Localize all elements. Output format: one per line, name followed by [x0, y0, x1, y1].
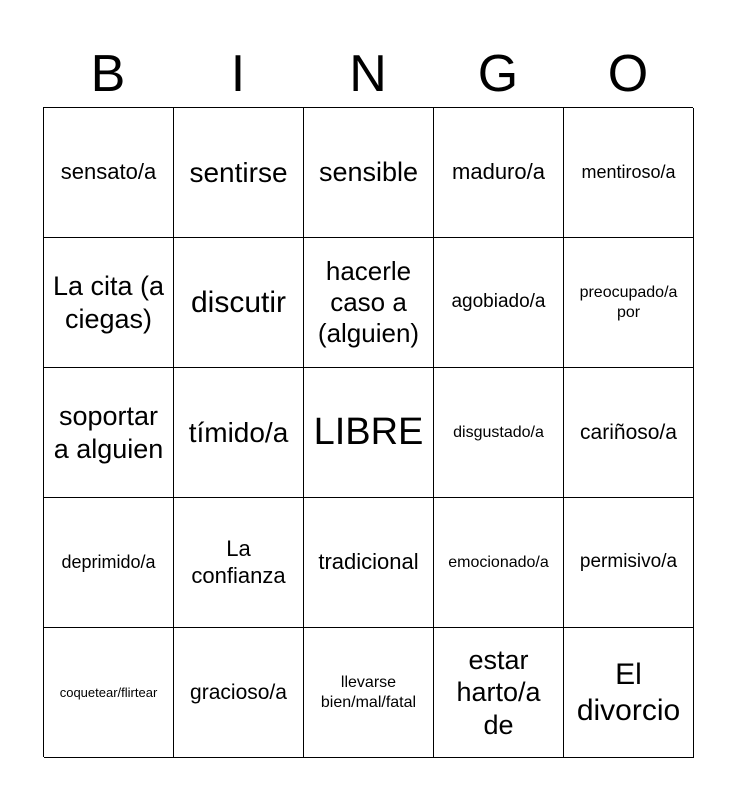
- bingo-cell[interactable]: cariñoso/a: [564, 368, 694, 498]
- bingo-cell[interactable]: sensato/a: [44, 108, 174, 238]
- bingo-cell[interactable]: discutir: [174, 238, 304, 368]
- bingo-header: [43, 40, 693, 108]
- bingo-cell[interactable]: preocupado/a por: [564, 238, 694, 368]
- bingo-cell[interactable]: disgustado/a: [434, 368, 564, 498]
- header-letter-g: G: [477, 45, 519, 103]
- bingo-cell[interactable]: tradicional: [304, 498, 434, 628]
- bingo-cell[interactable]: hacerle caso a (alguien): [304, 238, 434, 368]
- bingo-cell[interactable]: permisivo/a: [564, 498, 694, 628]
- bingo-cell[interactable]: coquetear/flirtear: [44, 628, 174, 758]
- bingo-cell[interactable]: soportar a alguien: [44, 368, 174, 498]
- bingo-cell[interactable]: La confianza: [174, 498, 304, 628]
- bingo-cell[interactable]: agobiado/a: [434, 238, 564, 368]
- bingo-cell[interactable]: sentirse: [174, 108, 304, 238]
- header-letter-o: O: [607, 45, 649, 103]
- header-letter-i: I: [230, 45, 246, 103]
- bingo-cell[interactable]: La cita (a ciegas): [44, 238, 174, 368]
- bingo-cell[interactable]: El divorcio: [564, 628, 694, 758]
- bingo-cell[interactable]: emocionado/a: [434, 498, 564, 628]
- bingo-cell[interactable]: sensible: [304, 108, 434, 238]
- bingo-cell[interactable]: maduro/a: [434, 108, 564, 238]
- bingo-cell[interactable]: deprimido/a: [44, 498, 174, 628]
- free-space-cell[interactable]: LIBRE: [304, 368, 434, 498]
- bingo-cell[interactable]: llevarse bien/mal/fatal: [304, 628, 434, 758]
- bingo-cell[interactable]: mentiroso/a: [564, 108, 694, 238]
- header-letter-b: B: [90, 45, 126, 103]
- bingo-cell[interactable]: gracioso/a: [174, 628, 304, 758]
- bingo-cell[interactable]: estar harto/a de: [434, 628, 564, 758]
- bingo-board: [43, 107, 693, 757]
- bingo-cell[interactable]: tímido/a: [174, 368, 304, 498]
- header-letter-n: N: [349, 45, 387, 103]
